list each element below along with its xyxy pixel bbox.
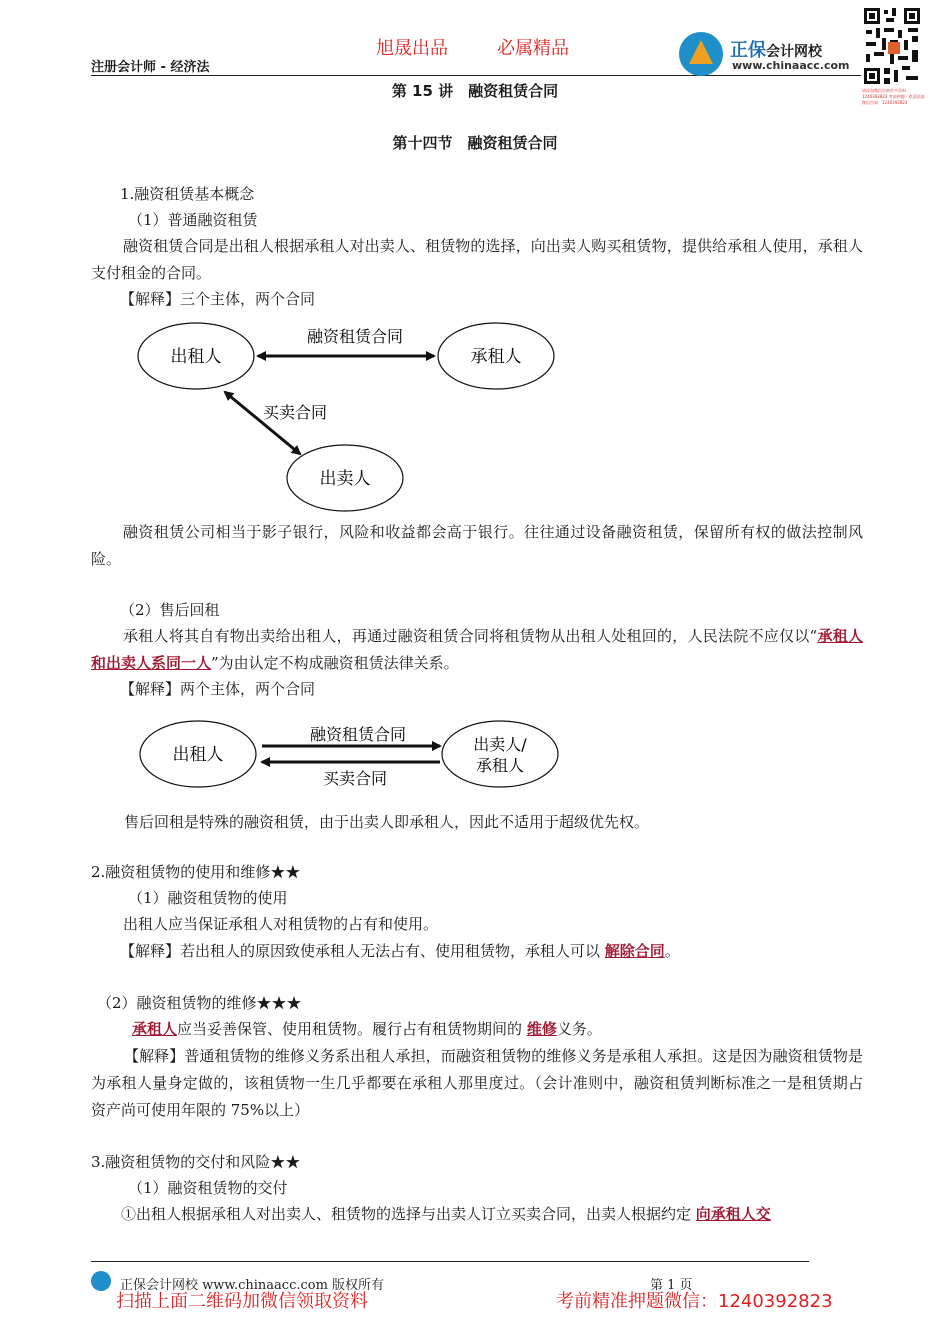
- node-seller-label: 出卖人: [319, 469, 371, 489]
- note-maintenance: 【解释】普通租赁物的维修义务系出租人承担，而融资租赁物的维修义务是承租人承担。这是因为融资租赁物是为承租人量身定做的，该租赁物一生几乎都要在承租人那里度过。（会计准则中，融资租赁判断标准之一是租赁期占资产尚可使用年限的 75%以上）: [91, 1047, 863, 1119]
- edge-lease-label: 融资租赁合同: [309, 725, 407, 744]
- highlight-terminate: 解除合同: [604, 942, 665, 960]
- header-course: 注册会计师 - 经济法: [91, 60, 210, 75]
- footer-promo-right: 考前精准押题微信：1240392823: [556, 1291, 833, 1312]
- highlight-same-person: 承租人和出卖人系同一人: [91, 627, 863, 672]
- lecture-title: 第 15 讲 融资租赁合同: [391, 82, 559, 100]
- brand-name: 正保会计网校: [730, 40, 822, 61]
- diagram-two-parties: [130, 714, 570, 794]
- node-seller-lessee-shape: [442, 721, 558, 787]
- heading-3: 3.融资租赁物的交付和风险★★: [91, 1153, 301, 1171]
- heading-3-1: （1）融资租赁物的交付: [128, 1179, 288, 1197]
- section-title: 第十四节 融资租赁合同: [392, 134, 558, 152]
- highlight-lessee: 承租人: [132, 1020, 178, 1038]
- paragraph-leaseback: 承租人将其自有物出卖给出租人，再通过融资租赁合同将租赁物从出租人处租回的，人民法院不应仅以“承租人和出卖人系同一人”为由认定不构成融资租赁法律关系。: [91, 627, 863, 672]
- paragraph-maintenance: 承租人应当妥善保管、使用租赁物。履行占有租赁物期间的 维修义务。: [132, 1020, 602, 1038]
- heading-1: 1.融资租赁基本概念: [120, 185, 255, 203]
- note-two-parties: 【解释】两个主体，两个合同: [120, 680, 316, 698]
- heading-2: 2.融资租赁物的使用和维修★★: [91, 863, 301, 881]
- edge-lease-label: 融资租赁合同: [306, 327, 404, 346]
- header-slogan-right: 必属精品: [497, 38, 569, 59]
- node-combo-line1: 出卖人/: [473, 735, 527, 754]
- paragraph-definition: 融资租赁合同是出租人根据承租人对出卖人、租赁物的选择，向出卖人购买租赁物，提供给承租人使用，承租人支付租金的合同。: [91, 237, 863, 282]
- node-lessee-label: 承租人: [470, 347, 522, 367]
- note-terminate: 【解释】若出租人的原因致使承租人无法占有、使用租赁物，承租人可以 解除合同。: [120, 942, 680, 960]
- heading-1-2: （2）售后回租: [120, 601, 220, 619]
- node-lessor-label: 出租人: [172, 745, 224, 765]
- note-three-parties: 【解释】三个主体，两个合同: [120, 290, 316, 308]
- heading-2-2: （2）融资租赁物的维修★★★: [97, 994, 302, 1012]
- heading-2-1: （1）融资租赁物的使用: [128, 889, 288, 907]
- paragraph-leaseback-note: 售后回租是特殊的融资租赁，由于出卖人即承租人，因此不适用于超级优先权。: [124, 813, 650, 831]
- paragraph-use: 出租人应当保证承租人对租赁物的占有和使用。: [123, 915, 439, 933]
- node-lessor-label: 出租人: [170, 347, 222, 367]
- edge-sale-label: 买卖合同: [262, 403, 328, 422]
- header-slogan-left: 旭晟出品: [376, 38, 448, 59]
- qr-caption: 请添加微信咨询更多资料：1240392823 考前押题 · 欢迎添加微信咨询：1240392823: [862, 88, 925, 105]
- highlight-maintenance: 维修: [526, 1020, 557, 1038]
- highlight-deliver-to-lessee: 向承租人交: [695, 1205, 771, 1223]
- edge-sale-label: 买卖合同: [322, 769, 388, 788]
- edge-sale-arrow: [225, 392, 300, 454]
- footer-page-number: 第 1 页: [650, 1278, 693, 1293]
- header-divider: [91, 75, 861, 76]
- node-combo-line2: 承租人: [475, 756, 525, 775]
- brand-url: www.chinaacc.com: [732, 59, 850, 72]
- paragraph-delivery: ①出租人根据承租人对出卖人、租赁物的选择与出卖人订立买卖合同，出卖人根据约定 向承租人交: [121, 1205, 771, 1223]
- footer-divider: [91, 1261, 809, 1262]
- diagram-three-parties: [130, 312, 570, 518]
- paragraph-shadow-bank: 融资租赁公司相当于影子银行，风险和收益都会高于银行。往往通过设备融资租赁，保留所有权的做法控制风险。: [91, 523, 863, 568]
- qr-code-icon: [862, 6, 922, 86]
- heading-1-1: （1）普通融资租赁: [128, 211, 258, 229]
- footer-logo-icon: [91, 1271, 111, 1291]
- brand-logo-icon: [679, 32, 723, 76]
- footer-copyright: 正保会计网校 www.chinaacc.com 版权所有: [120, 1278, 385, 1293]
- footer-promo-left: 扫描上面二维码加微信领取资料: [116, 1291, 368, 1312]
